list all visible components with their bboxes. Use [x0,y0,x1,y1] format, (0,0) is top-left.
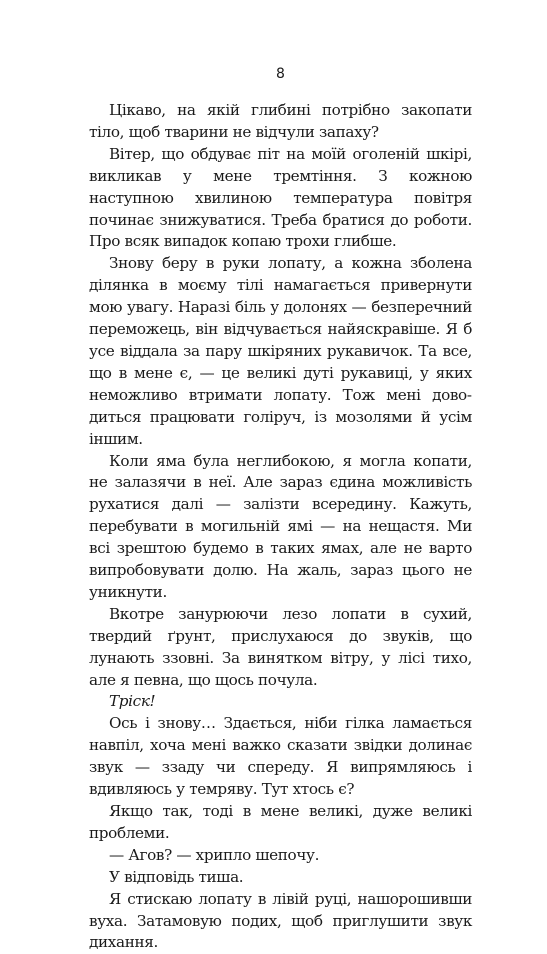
paragraph: Вітер, що обдуває піт на моїй оголеній шкірі, викликав у мене тремтіння. З кожною наступною хвилиною температура повітря починає знижуватися. Треба братися до роботи. Про всяк випадок копаю трохи глибше. [89,144,472,251]
paragraph: Я стискаю лопату в лівій руці, нашорошивши вуха. Затамовую подих, щоб приглушити звук дихання. [89,889,472,952]
paragraph: Знову беру в руки лопату, а кожна зболена ділянка в моєму тілі намагається привернути мою увагу. Наразі біль у долонях — безперечний переможець, він відчувається найяскравіше. Я б усе віддала за пару шкіряних рукавичок. Та все, що в мене є, — це великі дуті рукавиці, у яких неможливо втримати лопату. Тож мені доводиться працювати голіруч, із мозолями й усім іншим. [89,254,472,448]
paragraph: Вкотре занурюючи лезо лопати в сухий, твердий ґрунт, прислухаюся до звуків, що лунають ззовні. За винятком вітру, у лісі тихо, але я певна, що щось почула. [89,604,472,689]
paragraph: — Агов? — хрипло шепочу. [109,845,320,864]
paragraph-italic: Тріск! [109,692,156,711]
paragraph: Якщо так, тоді в мене великі, дуже великі проблеми. [89,802,472,842]
body-text [89,100,472,954]
paragraph: Ось і знову… Здається, ніби гілка ламається навпіл, хоча мені важко сказати звідки долинає звук — ззаду чи спереду. Я випрямляюсь і вдивляюсь у темряву. Тут хтось є? [89,714,472,799]
paragraph: Коли яма була неглибокою, я могла копати, не залазячи в неї. Але зараз єдина можливість рухатися далі — залізти всередину. Кажуть, перебувати в могильній ямі — на нещастя. Ми всі зрештою будемо в таких ямах, але не варто випробовувати долю. На жаль, зараз цього не уникнути. [89,451,472,601]
paragraph: У відповідь тиша. [109,867,244,886]
page-number: 8 [276,66,285,82]
paragraph: Цікаво, на якій глибині потрібно закопати тіло, щоб тварини не відчули запаху? [89,101,472,141]
